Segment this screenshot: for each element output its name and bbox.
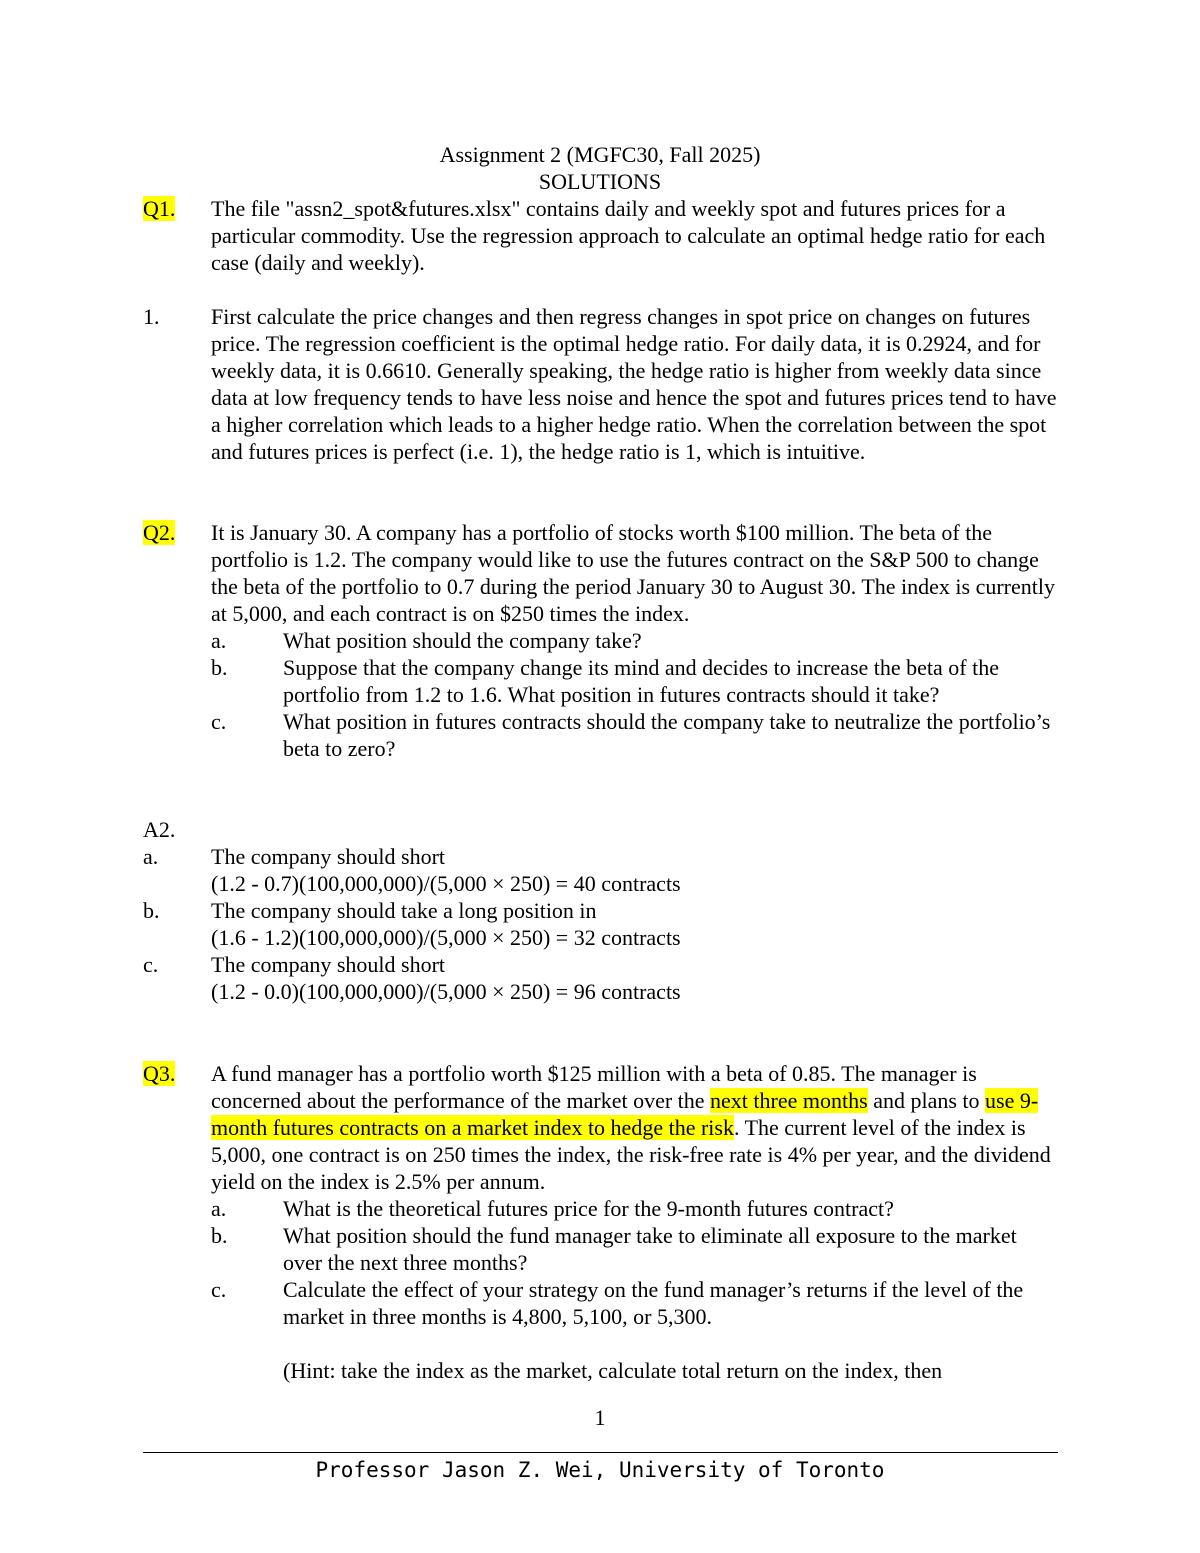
q3-part-b: b. What position should the fund manager take to eliminate all exposure to the market over the next three months? bbox=[211, 1223, 1017, 1275]
q1-answer-label: 1. bbox=[143, 304, 160, 329]
page-footer: Professor Jason Z. Wei, University of Toronto bbox=[315, 1458, 885, 1482]
q1-answer: First calculate the price changes and then regress changes in spot price on changes on futures price. The regression coefficient is the optimal hedge ratio. For daily data, it is 0.2924, and for weekly data, it is 0.6610. Generally speaking, the hedge ratio is higher from weekly data since data at low frequency tends to have less noise and hence the spot and futures prices tend to have a higher correlation which leads to a higher hedge ratio. When the correlation between the spot and futures prices is perfect (i.e. 1), the hedge ratio is 1, which is intuitive. bbox=[211, 304, 1057, 464]
q1-question: The file "assn2_spot&futures.xlsx" contains daily and weekly spot and futures prices for a particular commodity. Use the regression approach to calculate an optimal hedge ratio for each case (daily and weekly). bbox=[211, 196, 1046, 275]
q3-label: Q3. bbox=[143, 1061, 176, 1086]
a2-item-a: The company should short (1.2 - 0.7)(100,000,000)/(5,000 × 250) = 40 contracts bbox=[211, 844, 681, 896]
a2-label: A2. bbox=[143, 817, 176, 842]
a2-item-b: The company should take a long position in (1.6 - 1.2)(100,000,000)/(5,000 × 250) = 32 contracts bbox=[211, 898, 681, 950]
q2-part-a: a. What position should the company take? bbox=[211, 628, 642, 653]
a2-item-c-label: c. bbox=[143, 952, 159, 977]
footer-rule bbox=[143, 1452, 1058, 1453]
q3-part-c: c. Calculate the effect of your strategy on the fund manager’s returns if the level of the market in three months is 4,800, 5,100, or 5,300. bbox=[211, 1277, 1024, 1329]
q3-highlight-hedge: use 9-month futures contracts on a market index to hedge the risk bbox=[211, 1088, 1039, 1140]
q3-hint: (Hint: take the index as the market, calculate total return on the index, then bbox=[283, 1358, 943, 1383]
q2-question: It is January 30. A company has a portfolio of stocks worth $100 million. The beta of the portfolio is 1.2. The company would like to use the futures contract on the S&P 500 to change the beta of the portfolio to 0.7 during the period January 30 to August 30. The index is currently at 5,000, and each contract is on $250 times the index. bbox=[211, 520, 1055, 626]
document-subtitle: SOLUTIONS bbox=[538, 169, 662, 194]
a2-item-a-label: a. bbox=[143, 844, 159, 869]
q1-label: Q1. bbox=[143, 196, 176, 221]
q2-label: Q2. bbox=[143, 520, 176, 545]
q2-part-b: b. Suppose that the company change its mind and decides to increase the beta of the portfolio from 1.2 to 1.6. What position in futures contracts should it take? bbox=[211, 655, 999, 707]
a2-item-b-label: b. bbox=[143, 898, 160, 923]
page-number: 1 bbox=[594, 1405, 606, 1430]
document-title: Assignment 2 (MGFC30, Fall 2025) bbox=[439, 142, 761, 167]
q3-highlight-horizon: next three months bbox=[710, 1088, 868, 1113]
q3-question: A fund manager has a portfolio worth $125 million with a beta of 0.85. The manager is concerned about the performance of the market over the next three months and plans to use 9-month futures contracts on a market index to hedge the risk. The current level of the index is 5,000, one contract is on 250 times the index, the risk-free rate is 4% per year, and the dividend yield on the index is 2.5% per annum. bbox=[211, 1061, 1051, 1194]
q2-part-c: c. What position in futures contracts should the company take to neutralize the portfolio’s beta to zero? bbox=[211, 709, 1051, 761]
q3-part-a: a. What is the theoretical futures price for the 9-month futures contract? bbox=[211, 1196, 894, 1221]
a2-item-c: The company should short (1.2 - 0.0)(100,000,000)/(5,000 × 250) = 96 contracts bbox=[211, 952, 681, 1004]
